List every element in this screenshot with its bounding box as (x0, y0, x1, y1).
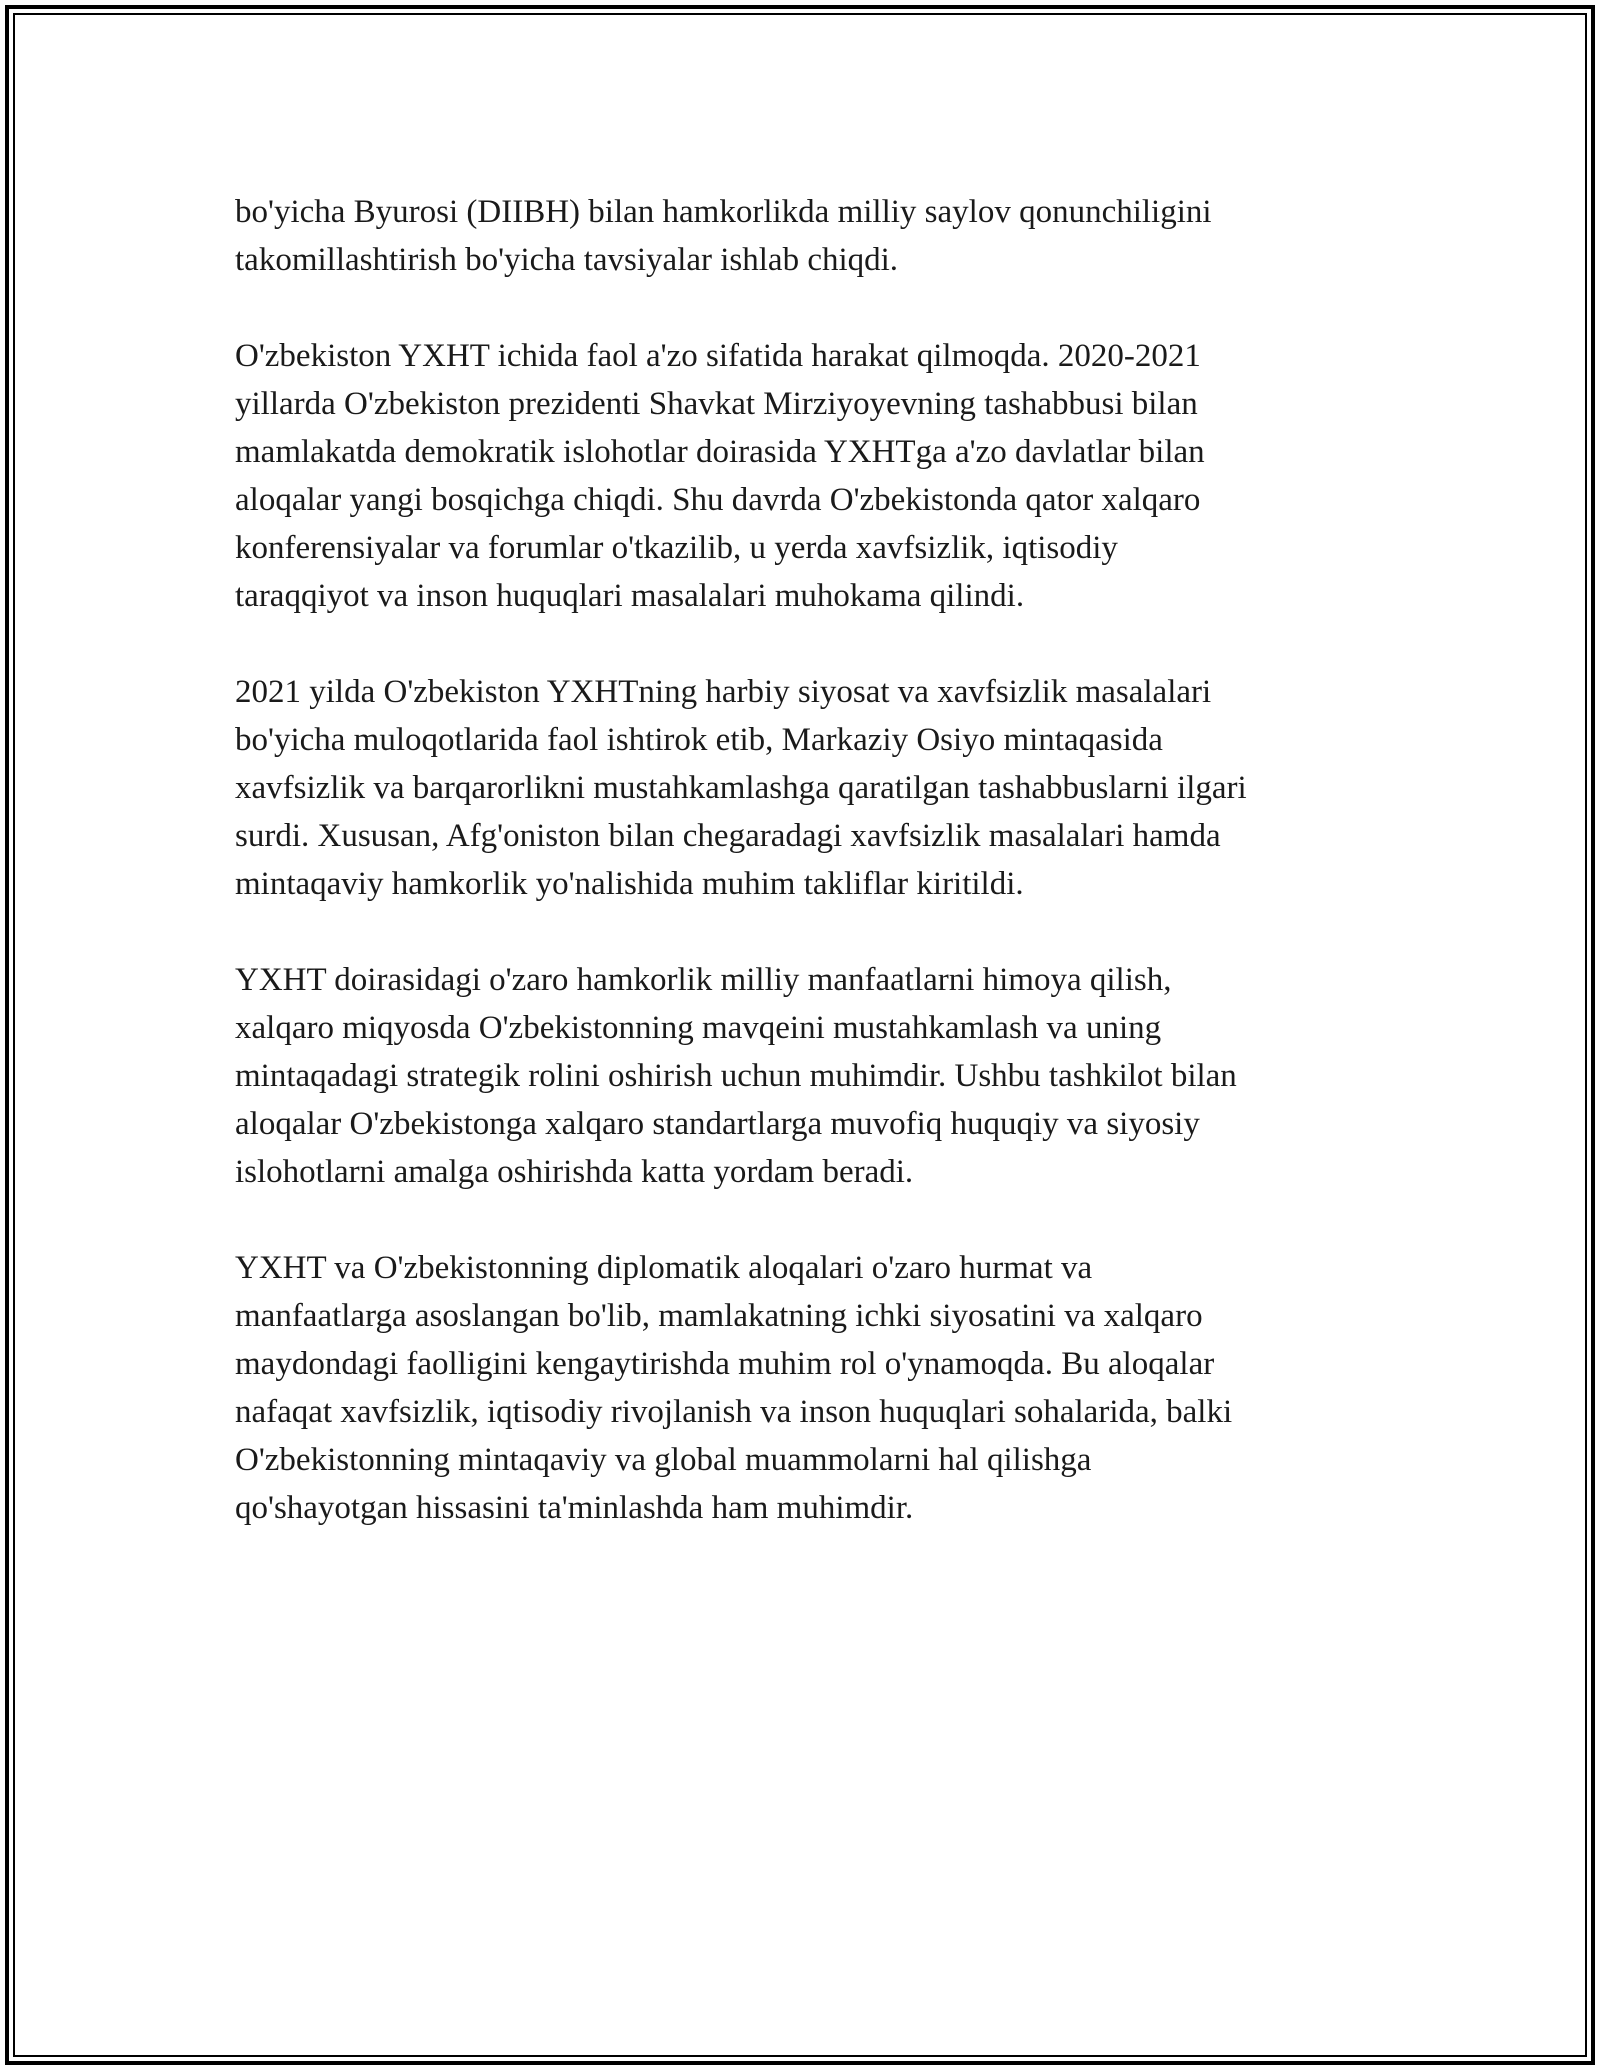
text-line: taraqqiyot va inson huquqlari masalalari muhokama qilindi. (235, 578, 1025, 614)
paragraph (235, 188, 1375, 284)
paragraph (235, 1244, 1375, 1532)
text-line: manfaatlarga asoslangan bo'lib, mamlakatning ichki siyosatini va xalqaro (235, 1298, 1203, 1334)
paragraph (235, 332, 1375, 620)
text-line: YXHT doirasidagi o'zaro hamkorlik milliy manfaatlarni himoya qilish, (235, 962, 1172, 998)
text-line: xalqaro miqyosda O'zbekistonning mavqeini mustahkamlash va uning (235, 1010, 1162, 1046)
text-line: mamlakatda demokratik islohotlar doirasida YXHTga a'zo davlatlar bilan (235, 434, 1205, 470)
text-line: mintaqadagi strategik rolini oshirish uchun muhimdir. Ushbu tashkilot bilan (235, 1058, 1237, 1094)
text-line: konferensiyalar va forumlar o'tkazilib, u yerda xavfsizlik, iqtisodiy (235, 530, 1118, 566)
document-body (235, 188, 1375, 1580)
text-line: surdi. Xususan, Afg'oniston bilan chegaradagi xavfsizlik masalalari hamda (235, 818, 1221, 854)
text-line: mintaqaviy hamkorlik yo'nalishida muhim takliflar kiritildi. (235, 866, 1024, 902)
text-line: aloqalar yangi bosqichga chiqdi. Shu davrda O'zbekistonda qator xalqaro (235, 482, 1201, 518)
text-line: islohotlarni amalga oshirishda katta yordam beradi. (235, 1154, 914, 1190)
text-line: 2021 yilda O'zbekiston YXHTning harbiy siyosat va xavfsizlik masalalari (235, 674, 1212, 710)
text-line: aloqalar O'zbekistonga xalqaro standartlarga muvofiq huquqiy va siyosiy (235, 1106, 1200, 1142)
text-line: maydondagi faolligini kengaytirishda muhim rol o'ynamoqda. Bu aloqalar (235, 1346, 1215, 1382)
text-line: O'zbekiston YXHT ichida faol a'zo sifatida harakat qilmoqda. 2020-2021 (235, 338, 1201, 374)
text-line: bo'yicha Byurosi (DIIBH) bilan hamkorlikda milliy saylov qonunchiligini (235, 194, 1212, 230)
text-line: O'zbekistonning mintaqaviy va global muammolarni hal qilishga (235, 1442, 1092, 1478)
text-line: nafaqat xavfsizlik, iqtisodiy rivojlanish va inson huquqlari sohalarida, balki (235, 1394, 1233, 1430)
text-line: qo'shayotgan hissasini ta'minlashda ham muhimdir. (235, 1490, 914, 1526)
paragraph (235, 668, 1375, 908)
text-line: yillarda O'zbekiston prezidenti Shavkat Mirziyoyevning tashabbusi bilan (235, 386, 1198, 422)
text-line: xavfsizlik va barqarorlikni mustahkamlashga qaratilgan tashabbuslarni ilgari (235, 770, 1247, 806)
text-line: YXHT va O'zbekistonning diplomatik aloqalari o'zaro hurmat va (235, 1250, 1093, 1286)
text-line: bo'yicha muloqotlarida faol ishtirok etib, Markaziy Osiyo mintaqasida (235, 722, 1163, 758)
paragraph (235, 956, 1375, 1196)
text-line: takomillashtirish bo'yicha tavsiyalar ishlab chiqdi. (235, 242, 899, 278)
